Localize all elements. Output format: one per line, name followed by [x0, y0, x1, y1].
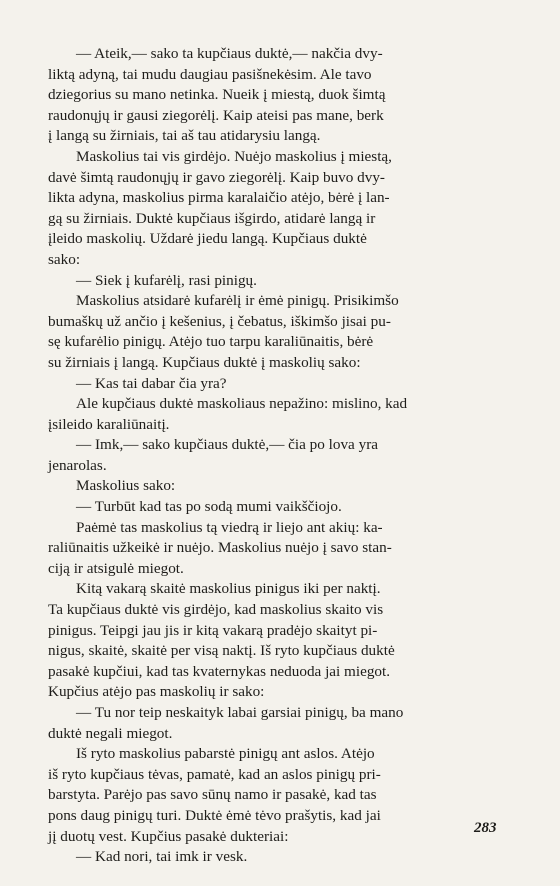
paragraph	[48, 579, 502, 703]
text-line: su žirniais į langą. Kupčiaus duktė į maskolių sako:	[48, 353, 361, 371]
paragraph	[48, 291, 502, 373]
paragraph	[48, 44, 502, 147]
text-line: sako:	[48, 250, 81, 268]
paragraph	[48, 271, 502, 292]
text-line: Ale kupčiaus duktė maskoliaus nepažino: mislino, kad	[76, 395, 408, 413]
paragraph	[48, 476, 502, 497]
text-line: dziegorius su mano netinka. Nueik į miestą, duok šimtą	[48, 86, 386, 104]
text-line: Kitą vakarą skaitė maskolius pinigus iki per naktį.	[76, 580, 381, 598]
text-line: įleido maskolių. Uždarė jiedu langą. Kupčiaus duktė	[48, 230, 367, 248]
text-line: sę kufarėlio pinigų. Atėjo tuo tarpu karaliūnaitis, bėrė	[48, 333, 374, 351]
text-line: Iš ryto maskolius pabarstė pinigų ant aslos. Atėjo	[76, 745, 375, 763]
text-line: į langą su žirniais, tai aš tau atidarysiu langą.	[48, 127, 321, 145]
text-line: bumaškų už ančio į kešenius, į čebatus, iškimšo jisai pu-	[48, 312, 391, 330]
text-line: — Kad nori, tai imk ir vesk.	[76, 848, 248, 866]
text-line: — Siek į kufarėlį, rasi pinigų.	[76, 271, 257, 289]
text-line: Kupčius atėjo pas maskolių ir sako:	[48, 683, 265, 701]
text-line: iš ryto kupčiaus tėvas, pamatė, kad an aslos pinigų pri-	[48, 765, 381, 783]
text-line: įsileido karaliūnaitį.	[48, 415, 170, 433]
text-line: — Imk,— sako kupčiaus duktė,— čia po lova yra	[76, 436, 378, 454]
text-line: liktą adyną, tai mudu daugiau pasišnekėsim. Ale tavo	[48, 65, 372, 83]
text-line: jį duotų vest. Kupčius pasakė dukteriai:	[48, 827, 289, 845]
text-line: duktė negali miegot.	[48, 724, 173, 742]
text-line: — Tu nor teip neskaityk labai garsiai pinigų, ba mano	[76, 704, 404, 721]
text-line: Ta kupčiaus duktė vis girdėjo, kad maskolius skaito vis	[48, 601, 384, 619]
paragraph	[48, 497, 502, 518]
text-line: Maskolius atsidarė kufarėlį ir ėmė pinigų. Prisikimšo	[76, 292, 399, 310]
paragraph	[48, 435, 502, 476]
text-line: Maskolius tai vis girdėjo. Nuėjo maskolius į miestą,	[76, 147, 392, 165]
paragraph	[48, 374, 502, 395]
paragraph	[48, 147, 502, 271]
text-line: barstyta. Parėjo pas savo sūnų namo ir pasakė, kad tas	[48, 786, 377, 804]
text-line: — Kas tai dabar čia yra?	[76, 374, 227, 392]
text-line: Paėmė tas maskolius tą viedrą ir liejo ant akių: ka-	[76, 518, 383, 536]
text-line: gą su žirniais. Duktė kupčiaus išgirdo, atidarė langą ir	[48, 209, 376, 227]
paragraph	[48, 394, 502, 435]
page-number: 283	[474, 820, 497, 836]
text-line: likta adyna, maskolius pirma karalaičio atėjo, bėrė į lan-	[48, 189, 390, 207]
paragraph	[48, 703, 502, 744]
text-line: Maskolius sako:	[76, 477, 176, 495]
text-line: jenarolas.	[48, 456, 107, 474]
text-line: ciją ir atsigulė miegot.	[48, 559, 184, 577]
text-line: raliūnaitis užkeikė ir nuėjo. Maskolius nuėjo į savo stan-	[48, 539, 392, 557]
text-line: — Ateik,— sako ta kupčiaus duktė,— nakčia dvy-	[76, 45, 383, 62]
text-line: pons daug pinigų turi. Duktė ėmė tėvo prašytis, kad jai	[48, 806, 381, 824]
paragraph	[48, 744, 502, 847]
text-line: nigus, skaitė, skaitė per visą naktį. Iš ryto kupčiaus duktė	[48, 642, 395, 660]
text-line: davė šimtą raudonųjų ir gavo ziegorėlį. Kaip buvo dvy-	[48, 168, 385, 186]
text-line: raudonųjų ir gausi ziegorėlį. Kaip ateisi pas mane, berk	[48, 106, 384, 124]
text-line: pasakė kupčiui, kad tas kvaternykas neduoda jai miegot.	[48, 662, 391, 680]
paragraph	[48, 518, 502, 580]
text-line: — Turbūt kad tas po sodą mumi vaikščiojo.	[76, 498, 342, 516]
paragraph	[48, 847, 502, 868]
text-line: pinigus. Teipgi jau jis ir kitą vakarą pradėjo skaityt pi-	[48, 621, 378, 639]
page-text	[48, 44, 502, 868]
